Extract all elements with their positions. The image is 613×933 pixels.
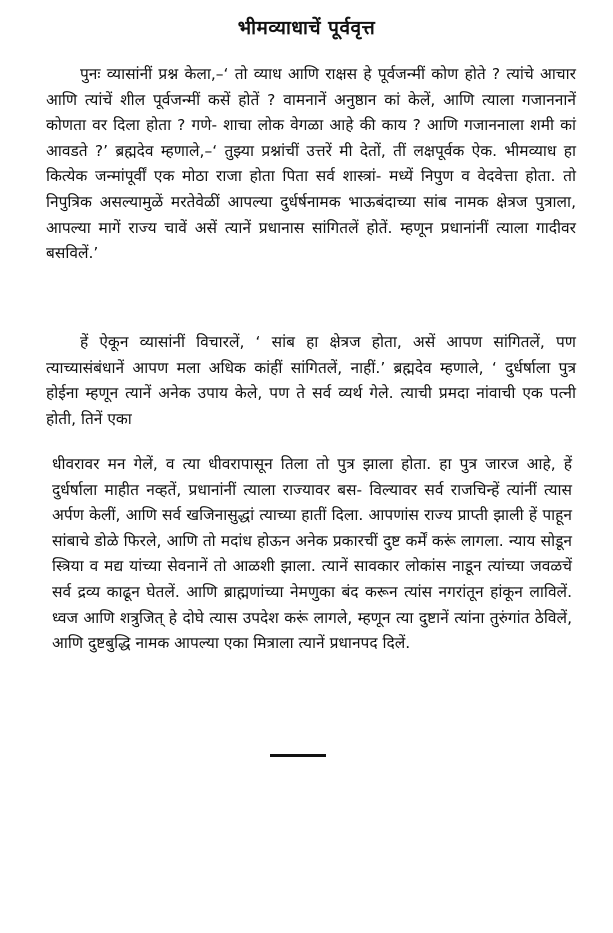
paragraph-text: धीवरावर मन गेलें, व त्या धीवरापासून तिला तो पुत्र झाला होता. हा पुत्र जारज आहे, हें दुर्धर्षाला माहीत नव्हतें, प्रधानांनीं त्याला राज्यावर बस- विल्यावर सर्व राजचिन्हें त्यांनीं त्यास अर्पण केलीं, आणि सर्व खजिनासुद्धां त्याच्या हातीं दिला. आपणांस राज्य प्राप्ती झाली हें पाहून सांबाचे डोळे फिरले, आणि तो मदांध होऊन अनेक प्रकारचीं दुष्ट कर्में करूं लागला. न्याय सोडून स्त्रिया व मद्य यांच्या सेवनानें तो आळशी झाला. त्यानें सावकार लोकांस नाडून त्यांच्या जवळचें सर्व द्रव्य काढून घेतलें. आणि ब्राह्मणांच्या नेमणुका बंद करून त्यांस नगरांतून हांकून लाविलें. ध्वज आणि शत्रुजित् हे दोघे त्यास उपदेश करूं लागले, म्हणून त्या दुष्टानें त्यांना तुरुंगांत ठेविलें, आणि दुष्टबुद्धि नामक आपल्या एका मित्राला त्यानें प्रधानपद दिलें. bbox=[52, 455, 572, 653]
paragraph-text: पुनः व्यासांनीं प्रश्न केला,–‘ तो व्याध आणि राक्षस हे पूर्वजन्मीं कोण होते ? त्यांचे आचार आणि त्यांचें शील पूर्वजन्मीं कसें होतें ? वामनानें अनुष्ठान कां केलें, आणि त्याला गजाननानें कोणता वर दिला होता ? गणे- शाचा लोक वेगळा आहे की काय ? आणि गजाननाला शमी कां आवडते ?’ ब्रह्मदेव म्हणाले,–‘ तुझ्या प्रश्नांचीं उत्तरें मी देतों, तीं लक्षपूर्वक ऐक. भीमव्याध हा कित्येक जन्मांपूर्वीं एक मोठा राजा होता पिता सर्व शास्त्रां- मध्यें निपुण व वेदवेत्ता होता. तो निपुत्रिक असल्यामुळें मरतेवेळीं आपल्या दुर्धर्षनामक भाऊबंदाच्या सांब नामक क्षेत्रज पुत्राला, आपल्या मागें राज्य चावें असें त्यानें प्रधानास सांगितलें होतें. म्हणून प्रधानांनीं त्याला गादीवर बसविलें.’ bbox=[46, 65, 576, 263]
paragraph-text: हें ऐकून व्यासांनीं विचारलें, ‘ सांब हा क्षेत्रज होता, असें आपण सांगितलें, पण त्याच्यासंबंधानें आपण मला अधिक कांहीं सांगितलें, नाहीं.’ ब्रह्मदेव म्हणाले, ‘ दुर्धर्षाला पुत्र होईना म्हणून त्यानें अनेक उपाय केले, पण ते सर्व व्यर्थ गेले. त्याची प्रमदा नांवाची एक पत्नी होती, तिनें एका bbox=[46, 333, 576, 428]
paragraph bbox=[46, 330, 576, 432]
section-divider bbox=[270, 754, 326, 757]
paragraph bbox=[52, 452, 572, 657]
paragraph bbox=[46, 62, 576, 267]
page-title: भीमव्याधाचें पूर्ववृत्त bbox=[237, 17, 376, 39]
